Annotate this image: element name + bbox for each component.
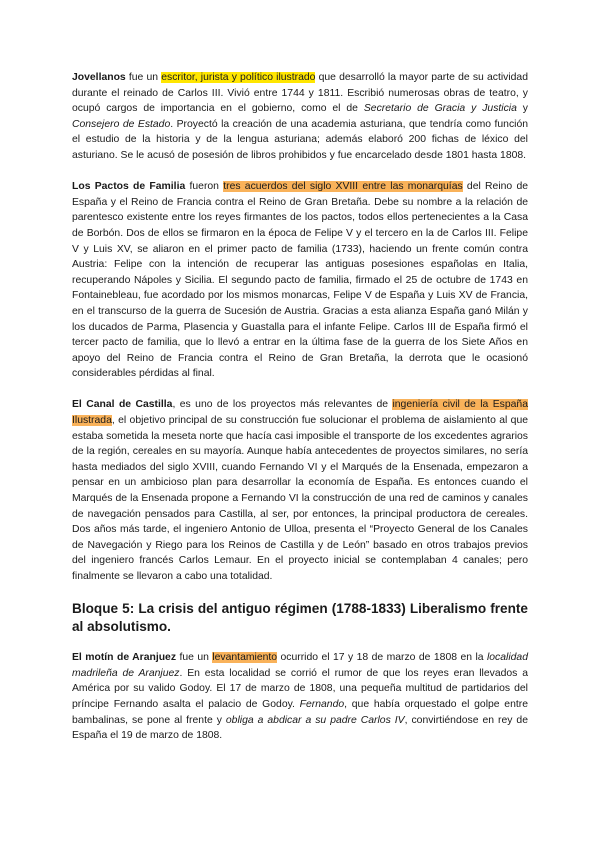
term-title: Los Pactos de Familia [72,181,186,193]
highlight-orange: ingeniería civil de la España Ilustrada [72,399,528,427]
term-title: El Canal de Castilla [72,399,173,411]
highlight-yellow: escritor, jurista y político ilustrado [161,72,316,83]
highlight-orange: tres acuerdos del siglo XVIII entre las monarquías [223,181,463,193]
document-page [72,70,528,759]
term-title: Jovellanos [72,72,126,83]
section-heading: Bloque 5: La crisis del antiguo régimen (1788-1833) Liberalismo frente al absolutismo. [72,601,528,635]
paragraph-pactos-de-familia: Los Pactos de Familia fueron tres acuerdos del siglo XVIII entre las monarquías del Reino de España y el Reino de Francia contra el Reino de Gran Bretaña. Debe su nombre a la relación de parentesco existente entre los reyes firmantes de los pactos, todos ellos pertenecientes a la Casa de Borbón. Dos de ellos se firmaron en la época de Felipe V y el tercero en la de Carlos III. Felipe V y Luis XV, se aliaron en el primer pacto de familia (1733), haciendo un frente común contra Austria: Felipe con la intención de recuperar las antiguas posesiones españolas en Italia, recuperando Nápoles y Sicilia. El segundo pacto de familia, firmado el 25 de octubre de 1743 en Fontainebleau, fue acordado por los mismos monarcas, Felipe V de España y Luis XV de Francia, en el transcurso de la guerra de Sucesión de Austria. Gracias a esta alianza España ganó Milán y los ducados de Parma, Plasencia y Guastalla para el infante Felipe. Carlos III de España firmó el tercer pacto de familia, que lo llevó a entrar en la última fase de la guerra de los Siete Años en apoyo del Reino de Francia contra el Reino de Gran Bretaña, la derrota que le ocasionó considerables pérdidas al final. [72,181,529,380]
term-title: El motín de Aranjuez [72,652,177,664]
highlight-orange: levantamiento [212,652,278,664]
paragraph-motin-de-aranjuez: El motín de Aranjuez fue un levantamiento ocurrido el 17 y 18 de marzo de 1808 en la localidad madrileña de Aranjuez. En esta localidad se corrió el rumor de que los reyes eran llevados a América por su valido Godoy. El 17 de marzo de 1808, una pequeña multitud de partidarios del príncipe Fernando asalta el palacio de Godoy. Fernando, que había orquestado el golpe entre bambalinas, se pone al frente y obliga a abdicar a su padre Carlos IV, convirtiéndose en rey de España el 19 de marzo de 1808. [72,652,528,742]
paragraph-canal-de-castilla: El Canal de Castilla, es uno de los proyectos más relevantes de ingeniería civil de la España Ilustrada, el objetivo principal de su construcción fue solucionar el problema de aislamiento al que estaba sometida la meseta norte que hacía casi imposible el transporte de los excedentes agrarios de la región, cereales en su mayoría. Aunque había antecedentes de proyectos similares, no sería hasta mediados del siglo XVIII, cuando Fernando VI y el Marqués de la Ensenada, empezaron a pensar en un ambicioso plan para desarrollar la economía de España. Es entonces cuando el Marqués de la Ensenada propone a Fernando VI la construcción de una red de caminos y canales de navegación pensados para Castilla, al ser, por entonces, la principal productora de cereales. Dos años más tarde, el ingeniero Antonio de Ulloa, presenta el “Proyecto General de los Canales de Navegación y Riego para los Reinos de Castilla y de León” basado en otros trabajos previos del ingeniero francés Carlos Lemaur. En el proyecto inicial se contemplaban 4 canales; pero finalmente se llevaron a cabo una totalidad. [72,399,528,582]
paragraph-jovellanos: Jovellanos fue un escritor, jurista y político ilustrado que desarrolló la mayor parte de su actividad durante el reinado de Carlos III. Vivió entre 1744 y 1811. Escribió numerosas obras de teatro, y ocupó cargos de importancia en el gobierno, como el de Secretario de Gracia y Justicia y Consejero de Estado. Proyectó la creación de una academia asturiana, que tendría como función el estudio de la historia y de la lengua asturiana; además elaboró 200 fichas de léxico del asturiano. Se le acusó de posesión de libros prohibidos y fue encarcelado desde 1801 hasta 1808. [72,72,529,161]
